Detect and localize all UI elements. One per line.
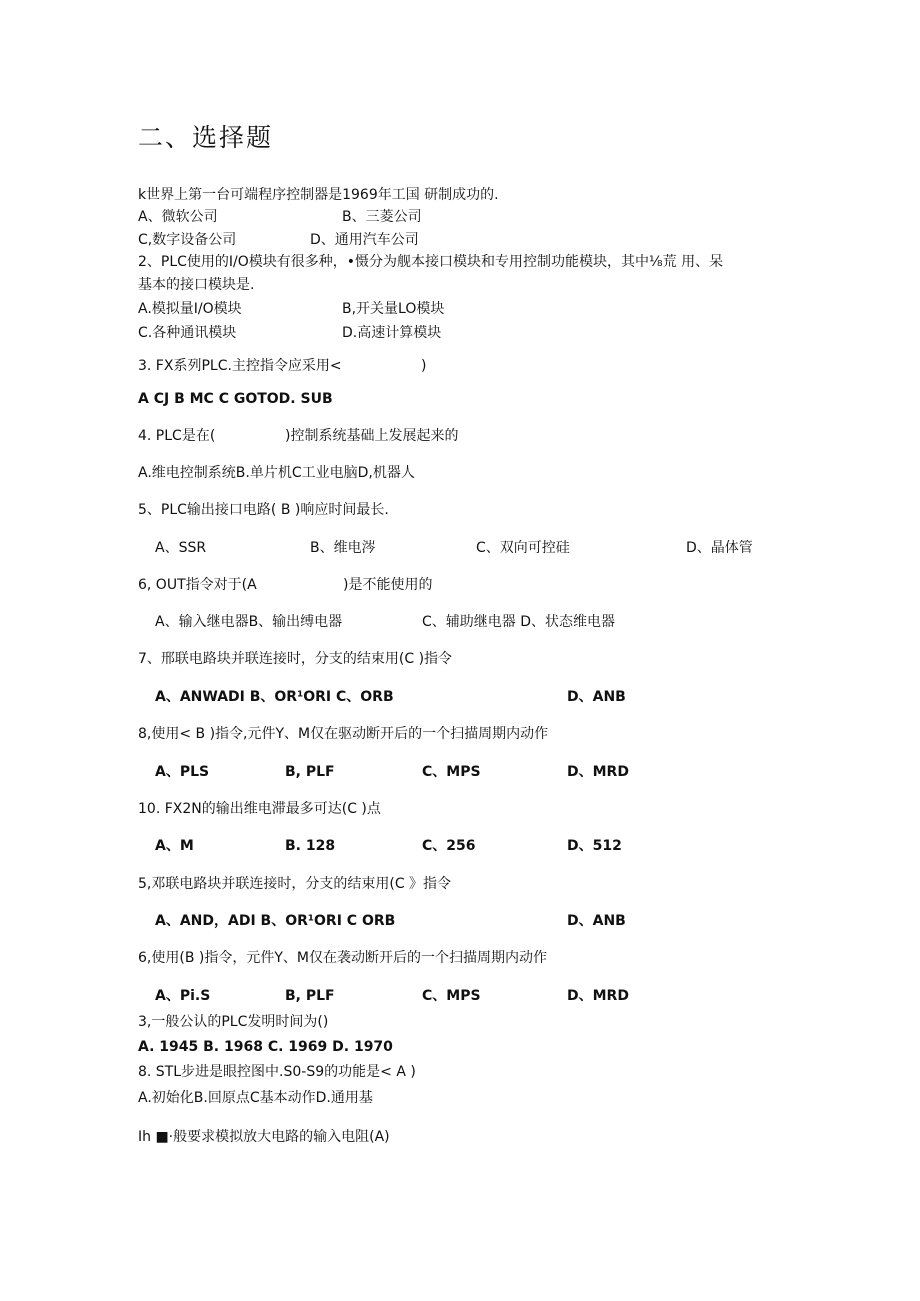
question-10-option-b: B. 128 xyxy=(285,838,336,854)
question-7-option-d: D、ANB xyxy=(567,689,626,705)
question-4-stem: 4. PLC是在( xyxy=(138,428,216,444)
question-6-stem-rest: )是不能使用的 xyxy=(343,577,433,593)
question-8-option-b: B, PLF xyxy=(285,764,335,780)
question-5-option-c: C、双向可控硅 xyxy=(476,540,570,556)
question-5b-options-abc: A、AND，ADI B、OR¹ORI C ORB xyxy=(155,913,396,929)
question-3-options: A CJ B MC C GOTOD. SUB xyxy=(138,391,333,407)
question-6b-option-b: B, PLF xyxy=(285,988,335,1004)
question-10-stem: 10. FX2N的输出维电滞最多可达(C )点 xyxy=(138,801,381,817)
question-8-option-c: C、MPS xyxy=(422,764,481,780)
question-7-options-abc: A、ANWADI B、OR¹ORI C、ORB xyxy=(155,689,394,705)
question-3-stem: 3. FX系列PLC.主控指令应采用< xyxy=(138,358,342,374)
question-6-options-cd: C、辅助继电器 D、状态维电器 xyxy=(422,614,616,630)
question-last-stem: Ih ■·般要求模拟放大电路的输入电阻(A) xyxy=(138,1129,390,1145)
question-6b-stem: 6,使用(B )指令，元件Y、M仅在袭动断开后的一个扫描周期内动作 xyxy=(138,950,547,966)
question-10-option-d: D、512 xyxy=(567,838,622,854)
question-6b-option-a: A、Pi.S xyxy=(155,988,211,1004)
question-8-stem: 8,使用< B )指令,元件Y、M仅在驱动断开后的一个扫描周期内动作 xyxy=(138,726,549,742)
question-2-option-c: C.各种通讯模块 xyxy=(138,325,237,341)
question-8b-stem: 8. STL步进是眼控图中.S0-S9的功能是< A ) xyxy=(138,1064,416,1080)
question-3-close-paren: ) xyxy=(421,358,427,374)
question-5-option-a: A、SSR xyxy=(155,540,207,556)
question-4-stem-rest: )控制系统基础上发展起来的 xyxy=(285,428,459,444)
question-2-stem-line2: 基本的接口模块是. xyxy=(138,277,255,293)
question-10-option-c: C、256 xyxy=(422,838,476,854)
question-6b-option-d: D、MRD xyxy=(567,988,629,1004)
question-7-stem: 7、邢联电路块并联连接时，分支的结束用(C )指令 xyxy=(138,651,453,667)
question-4-options: A.维电控制系统B.单片机C工业电脑D,机器人 xyxy=(138,465,415,481)
question-1-option-c: C,数字设备公司 xyxy=(138,232,237,248)
question-2-stem-line1: 2、PLC使用的I/O模块有很多种，•慑分为舰本接口模块和专用控制功能模块，其中⅛荒 用、呆 xyxy=(138,254,724,270)
question-2-option-a: A.模拟量I/O模块 xyxy=(138,301,242,317)
question-1-stem: k世界上第一台可端程序控制器是1969年工国 研制成功的. xyxy=(138,187,499,203)
question-5b-option-d: D、ANB xyxy=(567,913,626,929)
question-10-option-a: A、M xyxy=(155,838,194,854)
question-5-option-d: D、晶体管 xyxy=(686,540,753,556)
question-1-option-b: B、三菱公司 xyxy=(342,209,422,225)
question-2-option-b: B,开关量LO模块 xyxy=(342,301,445,317)
question-8b-options: A.初始化B.回原点C基本动作D.通用基 xyxy=(138,1090,373,1106)
question-1-option-d: D、通用汽车公司 xyxy=(310,232,419,248)
question-6-options-ab: A、输入继电器B、输出缚电器 xyxy=(155,614,343,630)
question-6-stem: 6, OUT指令对于(A xyxy=(138,577,257,593)
question-8-option-a: A、PLS xyxy=(155,764,210,780)
question-2-option-d: D.高速计算模块 xyxy=(342,325,442,341)
section-title: 二、选择题 xyxy=(138,123,274,152)
question-5b-stem: 5,邓联电路块并联连接时，分支的结束用(C 》指令 xyxy=(138,876,452,892)
question-3b-options: A. 1945 B. 1968 C. 1969 D. 1970 xyxy=(138,1039,393,1055)
question-3b-stem: 3,一般公认的PLC发明时间为() xyxy=(138,1014,329,1030)
question-1-option-a: A、微软公司 xyxy=(138,209,218,225)
question-8-option-d: D、MRD xyxy=(567,764,629,780)
question-6b-option-c: C、MPS xyxy=(422,988,481,1004)
question-5-option-b: B、维电涔 xyxy=(310,540,376,556)
question-5-stem: 5、PLC输出接口电路( B )响应时间最长. xyxy=(138,502,389,518)
